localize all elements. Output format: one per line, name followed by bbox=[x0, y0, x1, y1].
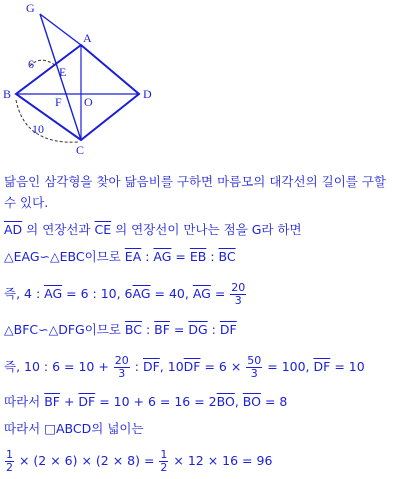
length-10: 10 bbox=[32, 122, 44, 136]
seg-bo: $\overline{BO}$ bbox=[216, 394, 235, 409]
fraction-20-3 bbox=[230, 282, 246, 307]
line-8-end: = 8 bbox=[260, 394, 288, 409]
seg-df: $\overline{DF}$ bbox=[78, 394, 96, 409]
arc-bc bbox=[16, 100, 78, 142]
line-10-end: × 12 × 16 = 96 bbox=[169, 453, 273, 468]
seg-ag: $\overline{AG}$ bbox=[44, 286, 63, 301]
seg-ag: $\overline{AG}$ bbox=[153, 249, 172, 264]
line-8 bbox=[4, 394, 287, 410]
seg-eb: $\overline{EB}$ bbox=[189, 249, 207, 264]
seg-bc: $\overline{BC}$ bbox=[218, 249, 236, 264]
denominator: 3 bbox=[118, 367, 126, 380]
line-3-text-b: 의 연장선이 만나는 점을 G라 하면 bbox=[111, 222, 302, 237]
seg-bf: $\overline{BF}$ bbox=[154, 322, 170, 337]
line-7-mid: , 10 bbox=[159, 359, 184, 374]
line-7-mid3: = 100, bbox=[263, 359, 314, 374]
line-10-mid: × (2 × 6) × (2 × 8) = bbox=[15, 453, 159, 468]
line-3-text-a: 의 연장선과 bbox=[22, 222, 95, 237]
denominator: 2 bbox=[160, 461, 168, 474]
sep: : bbox=[206, 249, 219, 264]
denominator: 2 bbox=[6, 461, 13, 474]
fraction-50-3 bbox=[246, 355, 262, 380]
line-6-prefix: △BFC∽△DFG이므로 bbox=[4, 322, 125, 337]
seg-bc: $\overline{BC}$ bbox=[124, 322, 142, 337]
numerator: 20 bbox=[114, 354, 129, 367]
fraction-1-2 bbox=[159, 449, 168, 474]
sep: = bbox=[171, 249, 190, 264]
sep: : bbox=[142, 322, 155, 337]
line-7-mid2: = 6 × bbox=[200, 359, 246, 374]
line-8-mid: = 10 + 6 = 16 = 2 bbox=[95, 394, 217, 409]
rhombus-figure bbox=[0, 0, 180, 160]
line-7-end: = 10 bbox=[330, 359, 365, 374]
segment-ga bbox=[40, 14, 81, 45]
label-f: F bbox=[55, 95, 62, 109]
seg-bo: $\overline{BO}$ bbox=[242, 394, 261, 409]
label-d: D bbox=[143, 87, 152, 101]
denominator: 3 bbox=[250, 367, 258, 380]
sep: : bbox=[141, 249, 154, 264]
seg-df: $\overline{DF}$ bbox=[142, 359, 160, 374]
label-a: A bbox=[83, 31, 92, 45]
line-5-prefix: 즉, 4 : bbox=[4, 286, 45, 301]
equals: = bbox=[210, 286, 230, 301]
line-3 bbox=[4, 222, 302, 238]
line-7-prefix: 즉, 10 : 6 = 10 + bbox=[4, 359, 113, 374]
comma: , bbox=[234, 394, 243, 409]
seg-df: $\overline{DF}$ bbox=[183, 359, 201, 374]
sep: : bbox=[130, 359, 143, 374]
intro-line-1: 닮음인 삼각형을 찾아 닮음비를 구하면 마름모의 대각선의 길이를 구할 bbox=[4, 174, 386, 189]
line-10 bbox=[4, 449, 272, 474]
line-7 bbox=[4, 355, 365, 380]
seg-ea: $\overline{EA}$ bbox=[124, 249, 142, 264]
fraction-1-2 bbox=[5, 449, 14, 474]
seg-ce: $\overline{CE}$ bbox=[94, 222, 112, 237]
line-4 bbox=[4, 249, 236, 265]
plus: + bbox=[59, 394, 79, 409]
label-e: E bbox=[59, 65, 67, 79]
numerator: 50 bbox=[247, 354, 262, 367]
line-4-prefix: △EAG∽△EBC이므로 bbox=[4, 249, 125, 264]
seg-ag: $\overline{AG}$ bbox=[132, 286, 151, 301]
line-5 bbox=[4, 282, 247, 307]
line-8-prefix: 따라서 bbox=[4, 394, 45, 409]
label-g: G bbox=[26, 1, 35, 15]
line-6 bbox=[4, 322, 237, 338]
sep: = bbox=[169, 322, 189, 337]
seg-dg: $\overline{DG}$ bbox=[188, 322, 208, 337]
numerator: 1 bbox=[6, 448, 13, 461]
line-5-mid: = 6 : 10, 6 bbox=[62, 286, 133, 301]
denominator: 3 bbox=[234, 294, 242, 307]
sep: : bbox=[207, 322, 220, 337]
seg-ag: $\overline{AG}$ bbox=[192, 286, 211, 301]
label-o: O bbox=[84, 95, 93, 109]
line-5-mid2: = 40, bbox=[150, 286, 193, 301]
intro-line-2: 수 있다. bbox=[4, 195, 49, 210]
label-c: C bbox=[76, 143, 85, 157]
seg-df: $\overline{DF}$ bbox=[219, 322, 237, 337]
numerator: 1 bbox=[160, 448, 168, 461]
numerator: 20 bbox=[231, 281, 246, 294]
seg-bf: $\overline{BF}$ bbox=[44, 394, 60, 409]
seg-ad: $\overline{AD}$ bbox=[4, 222, 23, 237]
fraction-20-3 bbox=[114, 355, 130, 380]
seg-df: $\overline{DF}$ bbox=[313, 359, 331, 374]
line-9: 따라서 □ABCD의 넓이는 bbox=[4, 421, 144, 436]
length-6: 6 bbox=[28, 57, 34, 71]
label-b: B bbox=[3, 87, 12, 101]
